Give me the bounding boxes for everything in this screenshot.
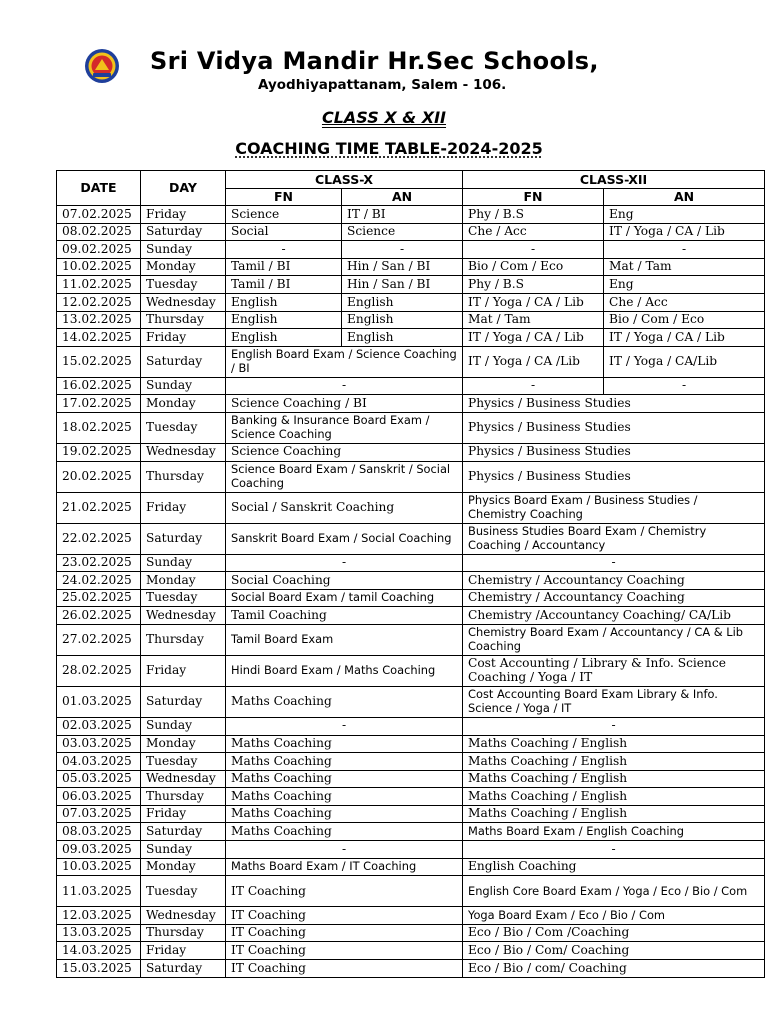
cell-x: Hindi Board Exam / Maths Coaching	[226, 655, 463, 686]
cell-date: 06.03.2025	[57, 788, 141, 806]
school-name: Sri Vidya Mandir Hr.Sec Schools,	[150, 47, 599, 75]
table-row	[57, 572, 765, 590]
cell-day: Tuesday	[141, 589, 226, 607]
table-row	[57, 607, 765, 625]
cell-x: -	[226, 554, 463, 572]
cell-x: IT Coaching	[226, 907, 463, 925]
header-day: DAY	[141, 171, 226, 206]
table-row	[57, 377, 765, 395]
table-row	[57, 206, 765, 224]
timetable-title-text: COACHING TIME TABLE-2024-2025	[235, 139, 543, 158]
cell-x-fn: English	[226, 311, 342, 329]
cell-date: 15.03.2025	[57, 960, 141, 978]
cell-x: IT Coaching	[226, 942, 463, 960]
cell-day: Saturday	[141, 686, 226, 717]
table-row	[57, 823, 765, 841]
cell-day: Saturday	[141, 223, 226, 241]
header-x-an: AN	[342, 189, 463, 206]
timetable	[56, 170, 765, 978]
cell-date: 08.03.2025	[57, 823, 141, 841]
cell-xii: Maths Coaching / English	[463, 770, 765, 788]
cell-x: Science Coaching	[226, 443, 463, 461]
cell-xii-fn: IT / Yoga / CA / Lib	[463, 293, 604, 311]
table-row	[57, 841, 765, 859]
cell-day: Tuesday	[141, 753, 226, 771]
cell-date: 27.02.2025	[57, 624, 141, 655]
cell-date: 28.02.2025	[57, 655, 141, 686]
cell-day: Sunday	[141, 841, 226, 859]
cell-date: 22.02.2025	[57, 523, 141, 554]
cell-x-an: English	[342, 329, 463, 347]
cell-day: Wednesday	[141, 607, 226, 625]
cell-date: 07.02.2025	[57, 206, 141, 224]
cell-xii-fn: Mat / Tam	[463, 311, 604, 329]
cell-day: Thursday	[141, 311, 226, 329]
cell-date: 09.02.2025	[57, 241, 141, 259]
school-emblem-icon	[84, 48, 120, 84]
table-row	[57, 395, 765, 413]
table-row	[57, 770, 765, 788]
school-address: Ayodhiyapattanam, Salem - 106.	[258, 77, 507, 93]
cell-xii-an: Bio / Com / Eco	[604, 311, 765, 329]
cell-x: Science Board Exam / Sanskrit / Social Coaching	[226, 461, 463, 492]
cell-day: Friday	[141, 942, 226, 960]
cell-day: Monday	[141, 395, 226, 413]
cell-xii-fn: IT / Yoga / CA /Lib	[463, 346, 604, 377]
cell-xii: Physics / Business Studies	[463, 395, 765, 413]
cell-x: Social Coaching	[226, 572, 463, 590]
cell-date: 14.02.2025	[57, 329, 141, 347]
cell-xii-fn: -	[463, 241, 604, 259]
cell-xii: -	[463, 717, 765, 735]
cell-x: Social Board Exam / tamil Coaching	[226, 589, 463, 607]
timetable-body	[57, 206, 765, 978]
table-row	[57, 346, 765, 377]
cell-x: Tamil Coaching	[226, 607, 463, 625]
cell-day: Saturday	[141, 523, 226, 554]
cell-date: 20.02.2025	[57, 461, 141, 492]
cell-date: 24.02.2025	[57, 572, 141, 590]
cell-date: 26.02.2025	[57, 607, 141, 625]
cell-xii: Eco / Bio / Com /Coaching	[463, 924, 765, 942]
cell-day: Friday	[141, 492, 226, 523]
table-row	[57, 523, 765, 554]
cell-xii: Physics / Business Studies	[463, 443, 765, 461]
table-row	[57, 924, 765, 942]
table-row	[57, 876, 765, 907]
cell-xii-an: -	[604, 377, 765, 395]
table-row	[57, 293, 765, 311]
cell-xii: Eco / Bio / com/ Coaching	[463, 960, 765, 978]
header-date: DATE	[57, 171, 141, 206]
table-row	[57, 223, 765, 241]
cell-day: Monday	[141, 572, 226, 590]
table-row	[57, 258, 765, 276]
cell-xii-fn: Phy / B.S	[463, 276, 604, 294]
cell-xii-fn: -	[463, 377, 604, 395]
cell-date: 12.03.2025	[57, 907, 141, 925]
cell-xii-an: Eng	[604, 206, 765, 224]
cell-date: 03.03.2025	[57, 735, 141, 753]
cell-date: 16.02.2025	[57, 377, 141, 395]
cell-xii: Physics / Business Studies	[463, 412, 765, 443]
cell-x: English Board Exam / Science Coaching / BI	[226, 346, 463, 377]
table-row	[57, 942, 765, 960]
cell-date: 14.03.2025	[57, 942, 141, 960]
cell-day: Friday	[141, 206, 226, 224]
cell-day: Friday	[141, 655, 226, 686]
table-row	[57, 655, 765, 686]
cell-xii-an: Eng	[604, 276, 765, 294]
table-row	[57, 329, 765, 347]
cell-day: Sunday	[141, 241, 226, 259]
cell-xii: English Core Board Exam / Yoga / Eco / Bio / Com	[463, 876, 765, 907]
table-row	[57, 276, 765, 294]
cell-xii-an: IT / Yoga / CA / Lib	[604, 223, 765, 241]
class-title-text: CLASS X & XII	[321, 108, 447, 127]
cell-day: Wednesday	[141, 770, 226, 788]
cell-day: Saturday	[141, 823, 226, 841]
cell-x: Maths Coaching	[226, 805, 463, 823]
cell-xii-an: Mat / Tam	[604, 258, 765, 276]
cell-xii: Cost Accounting Board Exam Library & Info. Science / Yoga / IT	[463, 686, 765, 717]
cell-date: 11.03.2025	[57, 876, 141, 907]
cell-day: Saturday	[141, 960, 226, 978]
cell-xii: Business Studies Board Exam / Chemistry Coaching / Accountancy	[463, 523, 765, 554]
cell-x: Maths Coaching	[226, 788, 463, 806]
cell-x: Banking & Insurance Board Exam / Science Coaching	[226, 412, 463, 443]
cell-day: Thursday	[141, 924, 226, 942]
header-xii-fn: FN	[463, 189, 604, 206]
cell-date: 09.03.2025	[57, 841, 141, 859]
cell-x-fn: Social	[226, 223, 342, 241]
cell-date: 18.02.2025	[57, 412, 141, 443]
table-row	[57, 492, 765, 523]
cell-xii: Eco / Bio / Com/ Coaching	[463, 942, 765, 960]
cell-day: Friday	[141, 805, 226, 823]
cell-x: Maths Coaching	[226, 686, 463, 717]
cell-date: 13.03.2025	[57, 924, 141, 942]
cell-xii-an: IT / Yoga / CA/Lib	[604, 346, 765, 377]
cell-x: Science Coaching / BI	[226, 395, 463, 413]
cell-xii: Chemistry / Accountancy Coaching	[463, 572, 765, 590]
cell-x: Maths Board Exam / IT Coaching	[226, 858, 463, 876]
table-row	[57, 241, 765, 259]
cell-x: -	[226, 841, 463, 859]
cell-x-an: Science	[342, 223, 463, 241]
cell-xii: -	[463, 841, 765, 859]
cell-xii: Maths Coaching / English	[463, 788, 765, 806]
cell-day: Tuesday	[141, 276, 226, 294]
cell-x: IT Coaching	[226, 876, 463, 907]
cell-date: 05.03.2025	[57, 770, 141, 788]
table-row	[57, 805, 765, 823]
cell-xii: Yoga Board Exam / Eco / Bio / Com	[463, 907, 765, 925]
table-row	[57, 735, 765, 753]
cell-date: 25.02.2025	[57, 589, 141, 607]
class-title	[0, 108, 768, 127]
cell-xii: English Coaching	[463, 858, 765, 876]
cell-day: Tuesday	[141, 876, 226, 907]
cell-x: Tamil Board Exam	[226, 624, 463, 655]
cell-day: Saturday	[141, 346, 226, 377]
header-x-fn: FN	[226, 189, 342, 206]
table-row	[57, 311, 765, 329]
cell-xii-an: Che / Acc	[604, 293, 765, 311]
cell-day: Monday	[141, 735, 226, 753]
table-row	[57, 554, 765, 572]
cell-day: Sunday	[141, 717, 226, 735]
cell-xii-fn: Bio / Com / Eco	[463, 258, 604, 276]
cell-xii: Cost Accounting / Library & Info. Science Coaching / Yoga / IT	[463, 655, 765, 686]
cell-xii: Chemistry / Accountancy Coaching	[463, 589, 765, 607]
table-row	[57, 960, 765, 978]
table-row	[57, 858, 765, 876]
cell-x-an: -	[342, 241, 463, 259]
cell-xii-an: IT / Yoga / CA / Lib	[604, 329, 765, 347]
cell-date: 15.02.2025	[57, 346, 141, 377]
cell-date: 08.02.2025	[57, 223, 141, 241]
cell-x: Maths Coaching	[226, 753, 463, 771]
table-row	[57, 589, 765, 607]
cell-day: Wednesday	[141, 443, 226, 461]
cell-xii-an: -	[604, 241, 765, 259]
cell-xii: -	[463, 554, 765, 572]
header-class-x: CLASS-X	[226, 171, 463, 189]
cell-x: IT Coaching	[226, 924, 463, 942]
cell-date: 13.02.2025	[57, 311, 141, 329]
table-row	[57, 461, 765, 492]
cell-x-an: IT / BI	[342, 206, 463, 224]
cell-date: 10.02.2025	[57, 258, 141, 276]
cell-xii-fn: Che / Acc	[463, 223, 604, 241]
timetable-title	[0, 139, 768, 158]
cell-date: 01.03.2025	[57, 686, 141, 717]
table-row	[57, 907, 765, 925]
table-row	[57, 717, 765, 735]
cell-x-an: English	[342, 311, 463, 329]
cell-date: 04.03.2025	[57, 753, 141, 771]
cell-x-an: Hin / San / BI	[342, 258, 463, 276]
cell-day: Friday	[141, 329, 226, 347]
cell-x-an: English	[342, 293, 463, 311]
cell-x-fn: Tamil / BI	[226, 276, 342, 294]
cell-day: Sunday	[141, 554, 226, 572]
cell-day: Monday	[141, 858, 226, 876]
cell-date: 07.03.2025	[57, 805, 141, 823]
cell-x: -	[226, 377, 463, 395]
cell-xii: Chemistry Board Exam / Accountancy / CA & Lib Coaching	[463, 624, 765, 655]
cell-x-fn: Science	[226, 206, 342, 224]
cell-x: Maths Coaching	[226, 823, 463, 841]
cell-day: Thursday	[141, 624, 226, 655]
cell-x-fn: Tamil / BI	[226, 258, 342, 276]
cell-x-an: Hin / San / BI	[342, 276, 463, 294]
cell-x: Maths Coaching	[226, 735, 463, 753]
cell-day: Wednesday	[141, 293, 226, 311]
cell-day: Monday	[141, 258, 226, 276]
cell-date: 19.02.2025	[57, 443, 141, 461]
cell-xii: Maths Coaching / English	[463, 753, 765, 771]
cell-x-fn: -	[226, 241, 342, 259]
cell-xii: Physics Board Exam / Business Studies / Chemistry Coaching	[463, 492, 765, 523]
header-class-xii: CLASS-XII	[463, 171, 765, 189]
cell-date: 17.02.2025	[57, 395, 141, 413]
cell-xii-fn: IT / Yoga / CA / Lib	[463, 329, 604, 347]
cell-date: 02.03.2025	[57, 717, 141, 735]
cell-xii: Physics / Business Studies	[463, 461, 765, 492]
cell-x: Maths Coaching	[226, 770, 463, 788]
cell-date: 21.02.2025	[57, 492, 141, 523]
cell-xii: Chemistry /Accountancy Coaching/ CA/Lib	[463, 607, 765, 625]
cell-x: Sanskrit Board Exam / Social Coaching	[226, 523, 463, 554]
cell-x: Social / Sanskrit Coaching	[226, 492, 463, 523]
table-row	[57, 788, 765, 806]
cell-xii: Maths Coaching / English	[463, 805, 765, 823]
cell-day: Thursday	[141, 461, 226, 492]
cell-day: Tuesday	[141, 412, 226, 443]
cell-date: 23.02.2025	[57, 554, 141, 572]
cell-xii-fn: Phy / B.S	[463, 206, 604, 224]
cell-x: -	[226, 717, 463, 735]
table-row	[57, 412, 765, 443]
cell-date: 11.02.2025	[57, 276, 141, 294]
cell-x-fn: English	[226, 329, 342, 347]
cell-date: 10.03.2025	[57, 858, 141, 876]
cell-xii: Maths Board Exam / English Coaching	[463, 823, 765, 841]
table-row	[57, 624, 765, 655]
table-row	[57, 443, 765, 461]
table-row	[57, 753, 765, 771]
cell-xii: Maths Coaching / English	[463, 735, 765, 753]
cell-day: Thursday	[141, 788, 226, 806]
cell-date: 12.02.2025	[57, 293, 141, 311]
cell-day: Wednesday	[141, 907, 226, 925]
table-row	[57, 686, 765, 717]
cell-day: Sunday	[141, 377, 226, 395]
cell-x-fn: English	[226, 293, 342, 311]
header-xii-an: AN	[604, 189, 765, 206]
cell-x: IT Coaching	[226, 960, 463, 978]
